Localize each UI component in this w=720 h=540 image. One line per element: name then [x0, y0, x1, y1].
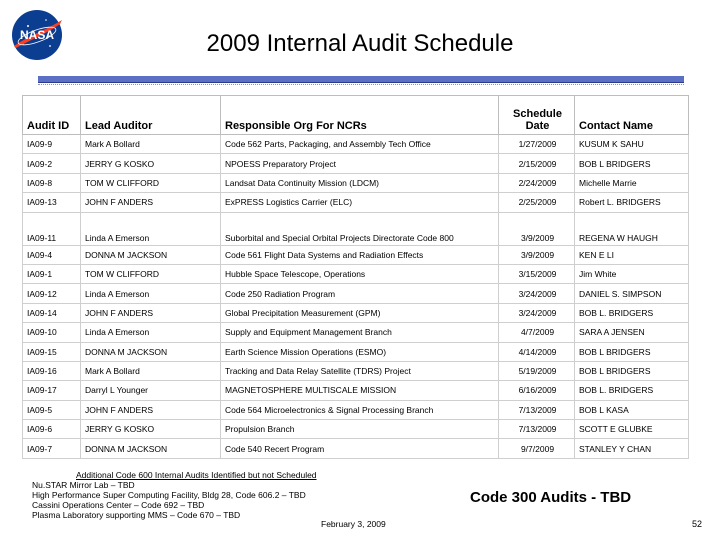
footer-date: February 3, 2009 — [321, 519, 386, 529]
svg-text:NASA: NASA — [19, 28, 55, 42]
table-row — [23, 154, 689, 173]
cell-lead-auditor: JERRY G KOSKO — [81, 154, 221, 173]
cell-lead-auditor: JERRY G KOSKO — [81, 420, 221, 439]
cell-audit-id: IA09-1 — [23, 264, 81, 283]
cell-responsible-org: Supply and Equipment Management Branch — [221, 323, 499, 342]
additional-audit-line: Cassini Operations Center – Code 692 – TBD — [32, 500, 205, 510]
header-contact-name: Contact Name — [575, 96, 689, 135]
header-responsible-org: Responsible Org For NCRs — [221, 96, 499, 135]
table-row — [23, 284, 689, 303]
cell-audit-id: IA09-14 — [23, 303, 81, 322]
cell-schedule-date: 3/15/2009 — [499, 264, 575, 283]
cell-schedule-date: 6/16/2009 — [499, 381, 575, 400]
header-audit-id: Audit ID — [23, 96, 81, 135]
cell-responsible-org: Landsat Data Continuity Mission (LDCM) — [221, 173, 499, 192]
cell-audit-id: IA09-13 — [23, 193, 81, 212]
cell-responsible-org: Hubble Space Telescope, Operations — [221, 264, 499, 283]
cell-contact-name: BOB L BRIDGERS — [575, 361, 689, 380]
cell-lead-auditor: Mark A Bollard — [81, 135, 221, 154]
cell-audit-id: IA09-11 — [23, 212, 81, 245]
cell-schedule-date: 9/7/2009 — [499, 439, 575, 458]
cell-contact-name: BOB L KASA — [575, 400, 689, 419]
cell-audit-id: IA09-15 — [23, 342, 81, 361]
cell-responsible-org: Earth Science Mission Operations (ESMO) — [221, 342, 499, 361]
cell-lead-auditor: Linda A Emerson — [81, 323, 221, 342]
cell-schedule-date: 2/24/2009 — [499, 173, 575, 192]
cell-schedule-date: 3/24/2009 — [499, 303, 575, 322]
cell-lead-auditor: Linda A Emerson — [81, 212, 221, 245]
cell-audit-id: IA09-8 — [23, 173, 81, 192]
table-row — [23, 420, 689, 439]
cell-responsible-org: Tracking and Data Relay Satellite (TDRS) Project — [221, 361, 499, 380]
page-number: 52 — [692, 519, 703, 529]
additional-audits-note — [32, 470, 317, 520]
additional-audit-line: Plasma Laboratory supporting MMS – Code 670 – TBD — [32, 510, 241, 520]
cell-lead-auditor: DONNA M JACKSON — [81, 342, 221, 361]
cell-schedule-date: 2/25/2009 — [499, 193, 575, 212]
cell-schedule-date: 7/13/2009 — [499, 420, 575, 439]
cell-lead-auditor: JOHN F ANDERS — [81, 303, 221, 322]
cell-contact-name: BOB L BRIDGERS — [575, 342, 689, 361]
cell-contact-name: Michelle Marrie — [575, 173, 689, 192]
cell-responsible-org: Code 564 Microelectronics & Signal Processing Branch — [221, 400, 499, 419]
cell-responsible-org: Suborbital and Special Orbital Projects Directorate Code 800 — [221, 212, 499, 245]
cell-contact-name: SCOTT E GLUBKE — [575, 420, 689, 439]
table-row — [23, 212, 689, 245]
cell-responsible-org: Propulsion Branch — [221, 420, 499, 439]
cell-contact-name: BOB L. BRIDGERS — [575, 303, 689, 322]
cell-contact-name: Jim White — [575, 264, 689, 283]
cell-lead-auditor: JOHN F ANDERS — [81, 193, 221, 212]
cell-audit-id: IA09-17 — [23, 381, 81, 400]
cell-audit-id: IA09-12 — [23, 284, 81, 303]
cell-audit-id: IA09-16 — [23, 361, 81, 380]
cell-responsible-org: Code 561 Flight Data Systems and Radiation Effects — [221, 245, 499, 264]
header-schedule-date-line1: Schedule — [513, 108, 562, 120]
additional-audits-heading: Additional Code 600 Internal Audits Identified but not Scheduled — [76, 470, 317, 480]
additional-audit-line: High Performance Super Computing Facility, Bldg 28, Code 606.2 – TBD — [32, 490, 306, 500]
table-row — [23, 361, 689, 380]
header-schedule-date-line2: Date — [525, 120, 550, 132]
cell-contact-name: BOB L BRIDGERS — [575, 154, 689, 173]
table-row — [23, 323, 689, 342]
table-row — [23, 173, 689, 192]
cell-responsible-org: MAGNETOSPHERE MULTISCALE MISSION — [221, 381, 499, 400]
cell-schedule-date: 3/24/2009 — [499, 284, 575, 303]
cell-audit-id: IA09-4 — [23, 245, 81, 264]
cell-lead-auditor: Linda A Emerson — [81, 284, 221, 303]
cell-lead-auditor: TOM W CLIFFORD — [81, 173, 221, 192]
title-divider — [38, 76, 684, 83]
cell-contact-name: KEN E LI — [575, 245, 689, 264]
cell-audit-id: IA09-10 — [23, 323, 81, 342]
cell-responsible-org: Code 250 Radiation Program — [221, 284, 499, 303]
cell-lead-auditor: DONNA M JACKSON — [81, 245, 221, 264]
title-divider-dotted — [38, 84, 684, 85]
cell-audit-id: IA09-9 — [23, 135, 81, 154]
cell-lead-auditor: Darryl L Younger — [81, 381, 221, 400]
table-row — [23, 135, 689, 154]
cell-schedule-date: 2/15/2009 — [499, 154, 575, 173]
cell-schedule-date: 5/19/2009 — [499, 361, 575, 380]
cell-contact-name: Robert L. BRIDGERS — [575, 193, 689, 212]
cell-audit-id: IA09-7 — [23, 439, 81, 458]
cell-audit-id: IA09-2 — [23, 154, 81, 173]
cell-responsible-org: Code 540 Recert Program — [221, 439, 499, 458]
table-row — [23, 245, 689, 264]
code-300-audits-note: Code 300 Audits - TBD — [470, 489, 632, 506]
cell-lead-auditor: DONNA M JACKSON — [81, 439, 221, 458]
table-row — [23, 193, 689, 212]
header-lead-auditor: Lead Auditor — [81, 96, 221, 135]
page-title: 2009 Internal Audit Schedule — [206, 30, 514, 57]
cell-schedule-date: 3/9/2009 — [499, 212, 575, 245]
table-row — [23, 400, 689, 419]
cell-lead-auditor: Mark A Bollard — [81, 361, 221, 380]
cell-schedule-date: 7/13/2009 — [499, 400, 575, 419]
table-row — [23, 381, 689, 400]
cell-schedule-date: 4/14/2009 — [499, 342, 575, 361]
table-row — [23, 342, 689, 361]
cell-audit-id: IA09-5 — [23, 400, 81, 419]
cell-schedule-date: 4/7/2009 — [499, 323, 575, 342]
cell-contact-name: SARA A JENSEN — [575, 323, 689, 342]
cell-responsible-org: Code 562 Parts, Packaging, and Assembly Tech Office — [221, 135, 499, 154]
cell-responsible-org: Global Precipitation Measurement (GPM) — [221, 303, 499, 322]
table-header-row — [23, 96, 689, 135]
cell-schedule-date: 1/27/2009 — [499, 135, 575, 154]
table-row — [23, 303, 689, 322]
cell-responsible-org: NPOESS Preparatory Project — [221, 154, 499, 173]
header-schedule-date — [499, 96, 575, 135]
cell-responsible-org: ExPRESS Logistics Carrier (ELC) — [221, 193, 499, 212]
cell-lead-auditor: TOM W CLIFFORD — [81, 264, 221, 283]
table-row — [23, 439, 689, 458]
cell-contact-name: REGENA W HAUGH — [575, 212, 689, 245]
table-row — [23, 264, 689, 283]
cell-contact-name: DANIEL S. SIMPSON — [575, 284, 689, 303]
cell-contact-name: STANLEY Y CHAN — [575, 439, 689, 458]
cell-audit-id: IA09-6 — [23, 420, 81, 439]
additional-audit-line: Nu.STAR Mirror Lab – TBD — [32, 480, 135, 490]
cell-contact-name: BOB L. BRIDGERS — [575, 381, 689, 400]
audit-schedule-table — [22, 95, 689, 459]
cell-lead-auditor: JOHN F ANDERS — [81, 400, 221, 419]
cell-schedule-date: 3/9/2009 — [499, 245, 575, 264]
cell-contact-name: KUSUM K SAHU — [575, 135, 689, 154]
